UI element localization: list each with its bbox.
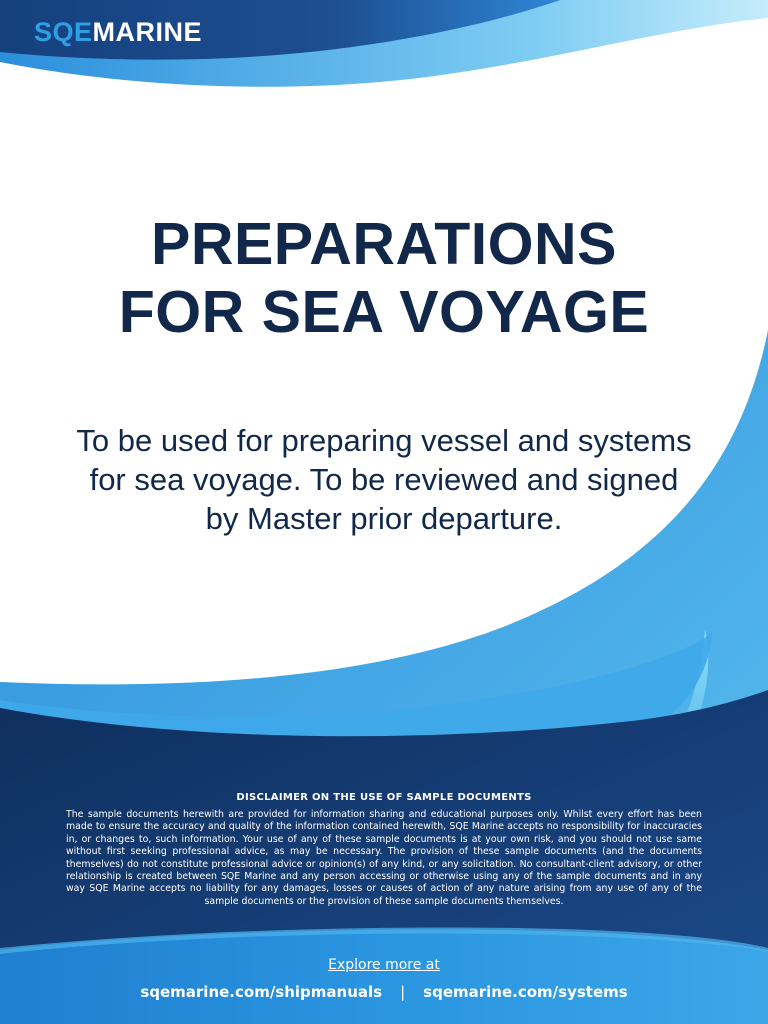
footer-links: [0, 983, 768, 1001]
systems-link[interactable]: sqemarine.com/systems: [423, 983, 628, 1001]
link-separator: |: [400, 983, 406, 1001]
document-title: [0, 210, 768, 346]
disclaimer-body: The sample documents herewith are provided for information sharing and educational purposes only. Whilst every effort has been made to ensure the accuracy and quality of the information contained herewith, SQE Marine accepts no responsibility for inaccuracies in, or changes to, such information. Your use of any of these sample documents is at your own risk, and you should not use same without first seeking professional advice, as may be necessary. The provision of these sample documents (and the documents themselves) do not constitute professional advice or opinion(s) of any kind, or any solicitation. No consultant-client advisory, or other relationship is created between SQE Marine and any person accessing or otherwise using any of the sample documents and in any way SQE Marine accepts no liability for any damages, losses or causes of action of any nature arising from any use of any of the sample documents or the provision of these sample documents themselves.: [66, 809, 702, 907]
explore-more: [0, 957, 768, 973]
title-line-2: FOR SEA VOYAGE: [118, 279, 650, 345]
disclaimer-heading: DISCLAIMER ON THE USE OF SAMPLE DOCUMENTS: [236, 792, 532, 803]
explore-more-link[interactable]: Explore more at: [328, 957, 440, 973]
shipmanuals-link[interactable]: sqemarine.com/shipmanuals: [140, 983, 383, 1001]
title-line-1: PREPARATIONS: [150, 211, 617, 277]
logo-part-marine: MARINE: [92, 17, 203, 47]
document-subtitle: To be used for preparing vessel and systems for sea voyage. To be reviewed and signed by Master prior departure.: [76, 423, 692, 536]
logo-part-sqe: SQE: [34, 17, 93, 47]
sqe-marine-logo: [34, 14, 202, 50]
